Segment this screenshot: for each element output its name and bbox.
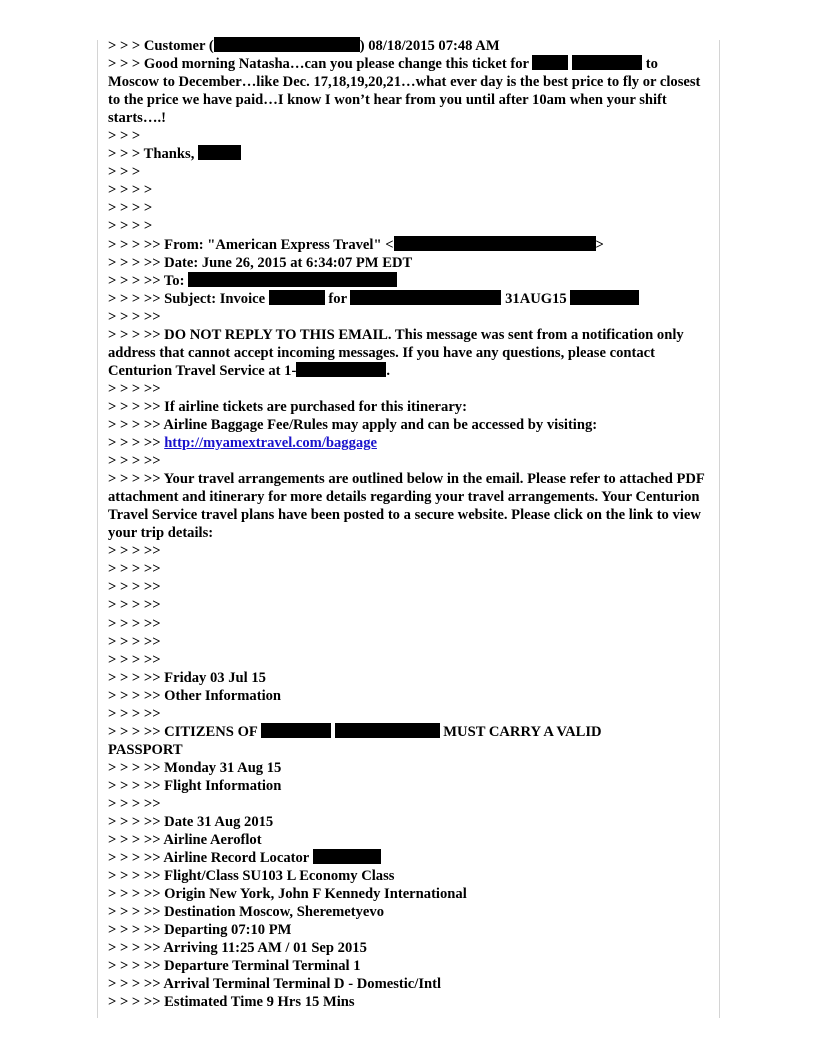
passport-line: PASSPORT (108, 741, 183, 758)
thanks-line (108, 145, 712, 163)
subject-line (108, 290, 712, 308)
customer-timestamp: ) 08/18/2015 07:48 AM (359, 38, 500, 54)
from-close: > (595, 236, 604, 253)
redaction-bar (394, 236, 596, 251)
citizens-line (108, 723, 712, 741)
quote-line: > > > >> (108, 795, 161, 812)
quote-line: > > > >> (108, 597, 161, 614)
subject-date: 31AUG15 (505, 290, 567, 307)
quote-line: > > > >> (108, 453, 161, 470)
quote-line: > > > >> (108, 543, 161, 560)
quote-line: > > > >> (108, 651, 161, 668)
redaction-bar (572, 55, 642, 70)
customer-header-line (108, 37, 712, 55)
redaction-bar (532, 55, 568, 70)
page-border-right (719, 40, 720, 1018)
thanks-text: > > > Thanks, (108, 146, 195, 163)
redaction-bar (313, 849, 381, 864)
destination-line: > > > >> Destination Moscow, Sheremetyevo (108, 904, 384, 921)
citizens-text: > > > >> CITIZENS OF (108, 723, 258, 740)
quote-line: > > > >> (108, 633, 161, 650)
baggage-link[interactable]: http://myamextravel.com/baggage (164, 435, 377, 452)
do-not-reply-notice (108, 326, 712, 380)
locator-text: > > > >> Airline Record Locator (108, 850, 309, 867)
message-text-end: to Moscow to December…like Dec. 17,18,19,20,21…what ever day is the best price to fly or closest to the price we have paid…I know I won’t hear from you until after 10am when your shift starts….! (108, 56, 701, 127)
departing-line: > > > >> Departing 07:10 PM (108, 922, 292, 939)
quote-line: > > > >> (108, 579, 161, 596)
flight-info-line: > > > >> Flight Information (108, 777, 282, 794)
to-text: > > > >> To: (108, 272, 185, 289)
notice-end: . (386, 362, 390, 379)
quote-line: > > > >> (108, 380, 161, 397)
quote-line: > > > > (108, 218, 153, 235)
date-line: > > > >> Date: June 26, 2015 at 6:34:07 PM EDT (108, 254, 413, 271)
email-document (108, 37, 712, 1012)
quote-line: > > > >> (108, 705, 161, 722)
departure-terminal-line: > > > >> Departure Terminal Terminal 1 (108, 958, 361, 975)
quote-line: > > > > (108, 200, 153, 217)
arriving-line: > > > >> Arriving 11:25 AM / 01 Sep 2015 (108, 940, 367, 957)
quote-line: > > > (108, 164, 141, 181)
message-text-start: > > > Good morning Natasha…can you please change this ticket for (108, 56, 529, 73)
customer-message (108, 55, 712, 127)
estimated-time-line: > > > >> Estimated Time 9 Hrs 15 Mins (108, 994, 355, 1011)
redaction-bar (188, 272, 397, 287)
flight-class-line: > > > >> Flight/Class SU103 L Economy Class (108, 868, 395, 885)
redaction-bar (214, 37, 360, 52)
origin-line: > > > >> Origin New York, John F Kennedy International (108, 886, 467, 903)
baggage-line: > > > >> Airline Baggage Fee/Rules may apply and can be accessed by visiting: (108, 416, 598, 433)
citizens-suffix: MUST CARRY A VALID (443, 723, 602, 740)
redaction-bar (296, 362, 386, 377)
arrival-terminal-line: > > > >> Arrival Terminal Terminal D - Domestic/Intl (108, 976, 442, 993)
quote-line: > > > (108, 128, 141, 145)
quote-line: > > > > (108, 182, 153, 199)
quote-line: > > > >> (108, 308, 161, 325)
quote-line: > > > >> (108, 561, 161, 578)
redaction-bar (198, 145, 241, 160)
page-border-left (97, 40, 98, 1018)
notice-text: > > > >> DO NOT REPLY TO THIS EMAIL. This message was sent from a notification only address that cannot accept incoming messages. If you have any questions, please contact Centurion Travel Service at 1- (108, 326, 684, 379)
flight-date-line: > > > >> Date 31 Aug 2015 (108, 814, 274, 831)
redaction-bar (269, 290, 325, 305)
to-line (108, 272, 712, 290)
from-line (108, 236, 712, 254)
redaction-bar (335, 723, 440, 738)
airline-tickets-line: > > > >> If airline tickets are purchased for this itinerary: (108, 398, 467, 415)
airline-line: > > > >> Airline Aeroflot (108, 832, 262, 849)
redaction-bar (261, 723, 331, 738)
from-text: > > > >> From: "American Express Travel" < (108, 236, 394, 253)
arrangements-paragraph: > > > >> Your travel arrangements are outlined below in the email. Please refer to attached PDF attachment and itinerary for more details regarding your travel arrangements. Your Centurion Travel Service travel plans have been posted to a secure website. Please click on the link to view your trip details: (108, 471, 705, 542)
baggage-link-line (108, 434, 712, 452)
link-prefix: > > > >> (108, 435, 161, 452)
record-locator-line (108, 849, 712, 867)
customer-prefix: > > > Customer ( (108, 38, 214, 54)
quote-line: > > > >> (108, 615, 161, 632)
friday-line: > > > >> Friday 03 Jul 15 (108, 669, 266, 686)
subject-for: for (328, 290, 347, 307)
monday-line: > > > >> Monday 31 Aug 15 (108, 759, 282, 776)
redaction-bar (570, 290, 639, 305)
other-info-line: > > > >> Other Information (108, 687, 282, 704)
subject-text: > > > >> Subject: Invoice (108, 290, 266, 307)
redaction-bar (350, 290, 501, 305)
